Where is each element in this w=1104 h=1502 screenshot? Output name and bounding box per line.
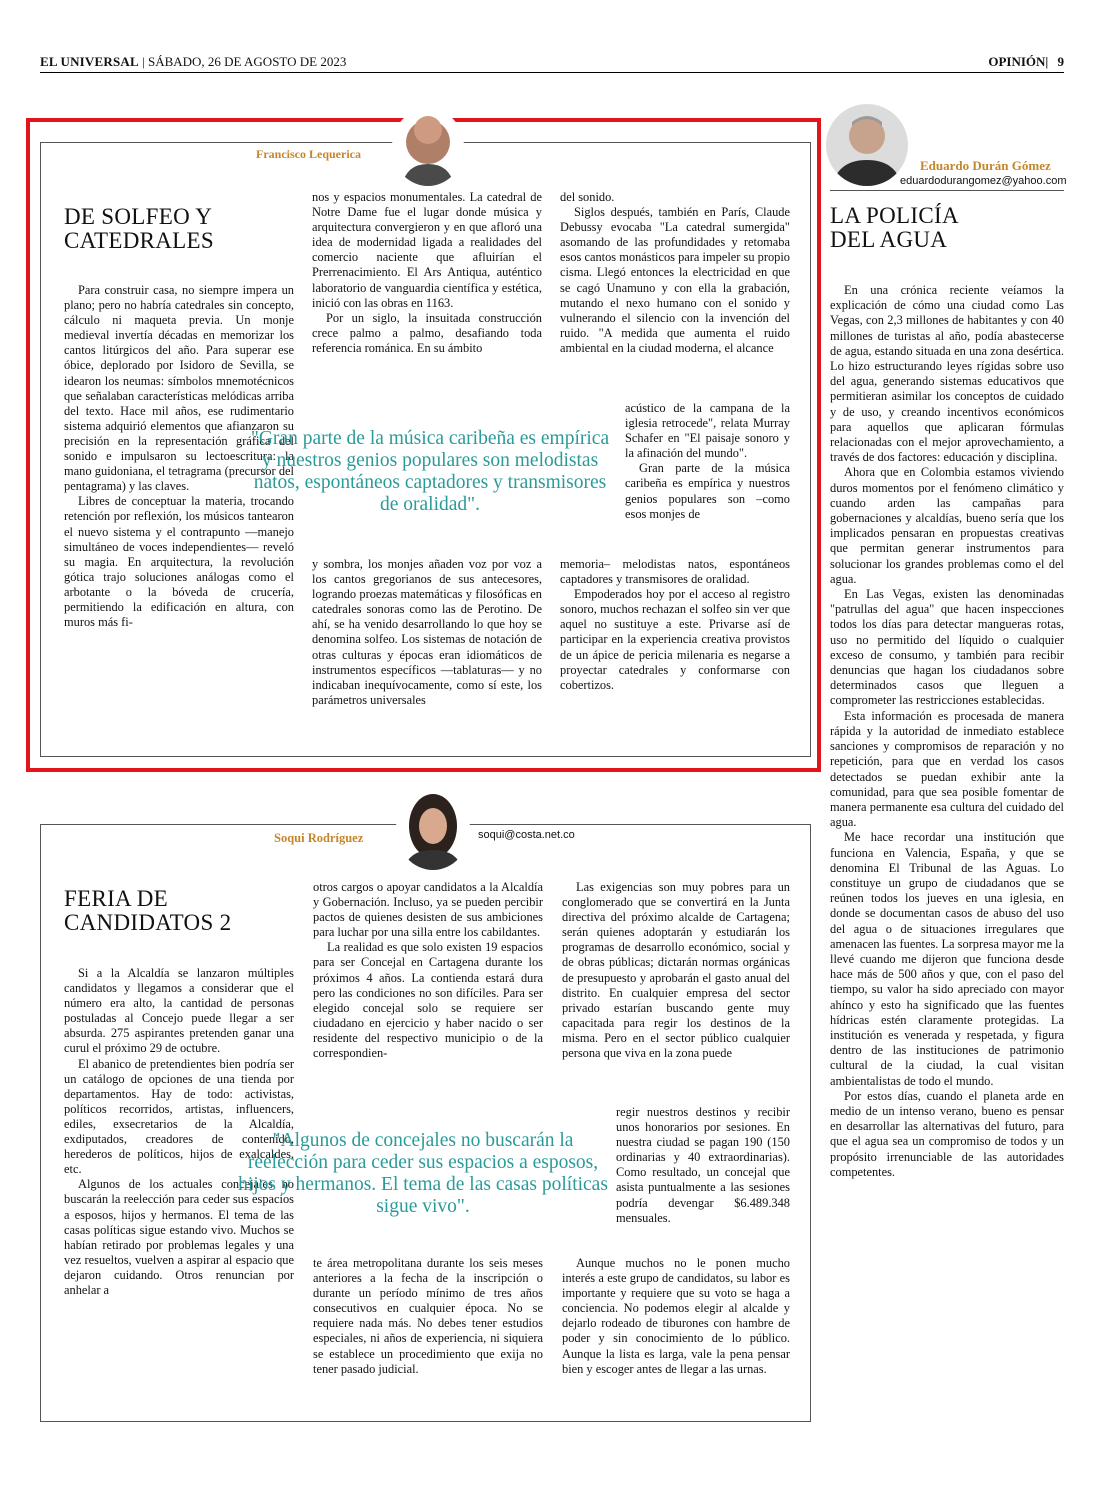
paragraph: Empoderados hoy por el acceso al registro sonoro, muchos rechazan el solfeo sin ver que aquel no sustituye a este. Privarse así de participar en la experiencia creativa provistos de un ápice de pericia milenaria es negarse a proyectar catedrales y conformarse con cobertizos. [560, 587, 790, 692]
paragraph: regir nuestros destinos y recibir unos honorarios por sesiones. En nuestra ciudad se pagan 190 (150 ordinarias y 40 extraordinarias). Como resultado, un concejal que asista puntualmente a las sesiones podría devengar $6.489.348 mensuales. [616, 1105, 790, 1225]
article2-col2-top [313, 880, 543, 1061]
article1-pullquote: "Gran parte de la música caribeña es empírica y nuestros genios populares son melodistas natos, espontáneos captadores y transmisores de oralidad". [250, 428, 610, 515]
article1-col3-top [560, 190, 790, 356]
paragraph: Aunque muchos no le ponen mucho interés a este grupo de candidatos, su labor es importante y requiere que su voto se haga a conciencia. No podemos elegir al alcalde y dejarlo rodeado de tiburones con hambre de poder y sin conocimiento de lo público. Aunque la lista es larga, vale la pena pensar bien y escoger antes de llegar a las urnas. [562, 1256, 790, 1376]
paragraph: En una crónica reciente veíamos la explicación de cómo una ciudad como Las Vegas, con 2,3 millones de habitantes y con 40 millones de turistas al año, podía abastecerse de agua, estando situada en una zona desértica. Lo hizo estructurando leyes rígidas sobre uso del agua, generando sistemas educativos que permitieran asimilar los conceptos de cuidado y de uso, y creando incentivos económicos para aquellos que aplicaran fórmulas relacionadas con el mejor aprovechamiento, a través de dos factores: educación y disciplina. [830, 283, 1064, 465]
page-header [988, 54, 1064, 70]
paragraph: El abanico de pretendientes bien podría ser un catálogo de opciones de una tienda por departamentos. Hay de todo: activistas, políticos recorridos, artistas, influencers, ediles, exsecretarios de la Alcaldía, exdiputados, creadores de contenido, herederos de políticos, hijos de exalcaldes, etc. [64, 1056, 294, 1177]
page-number: 9 [1057, 54, 1064, 69]
article2-email: soqui@costa.net.co [474, 829, 579, 841]
paragraph: del sonido. [560, 190, 615, 204]
headline-line: CANDIDATOS 2 [64, 910, 232, 935]
author-photo-rodriguez [396, 788, 470, 870]
article2-col3-mid [616, 1105, 790, 1226]
newspaper-name: EL UNIVERSAL [40, 54, 139, 69]
paragraph: memoria– melodistas natos, espontáneos captadores y transmisores de oralidad. [560, 557, 790, 587]
paragraph: En Las Vegas, existen las denominadas "patrullas del agua" que hacen inspecciones todos los días para detectar mangueras rotas, uso no permitido del líquido o cualquier exceso de consumo, y también para recibir denuncias que hagan los ciudadanos sobre determinados casos que lleguen a comprometer las restricciones establecidas. [830, 587, 1064, 708]
article1-author: Francisco Lequerica [252, 147, 365, 162]
paragraph: Siglos después, también en París, Claude Debussy evocaba "La catedral sumergida" asomando de las profundidades y retomaba esos cantos monásticos para impeler su propio cisma. Llegó entonces la electricidad en que se cagó Unamuno y con ella la grabación, mutando el nexo humano con el sonido y vulnerando el silencio con la invención del ruido. "A medida que aumenta el ruido ambiental en la ciudad moderna, el alcance [560, 205, 790, 355]
masthead [40, 54, 346, 70]
paragraph: y sombra, los monjes añaden voz por voz a los cantos gregorianos de sus antecesores, logrando proezas matemáticas y filosóficas en catedrales sonoras como las de Perotino. De ahí, se ha venido desarrollando lo que hoy se denomina solfeo. Los sistemas de notación de otras culturas y épocas eran idiomáticos de instrumentos específicos —tablaturas— y no indicaban inequívocamente, como sí este, los parámetros universales [312, 557, 542, 707]
author-photo-duran [826, 104, 908, 186]
headline-line: LA POLICÍA [830, 203, 959, 228]
paragraph: acústico de la campana de la iglesia retrocede", relata Murray Schafer en "El paisaje sonoro y la afinación del mundo". [625, 401, 790, 461]
article2-col3-top [562, 880, 790, 1061]
article2-author: Soqui Rodríguez [270, 831, 367, 846]
paragraph: Libres de conceptuar la materia, trocando retención por reflexión, los músicos tantearon el nuevo sistema y el contrapunto —manejo simultáneo de voces independientes— reveló su magia. En arquitectura, la revolución gótica trajo soluciones análogas como el arbotante o la bóveda de crucería, permitiendo la edificación en altura, con muros más fi- [64, 494, 294, 630]
article3-headline [830, 204, 959, 252]
paragraph: Para construir casa, no siempre impera un plano; pero no habría catedrales sin concepto, cálculo ni maqueta previa. Un monje medieval invertía décadas en memorizar los cantos litúrgicos del año. Para superar ese óbice, deplorado por Isidoro de Sevilla, se idearon los neumas: símbolos mnemotécnicos que señalaban características melódicas arriba del texto. Hace mil años, ese rudimentario sistema adquirió elementos que afianzaron su precisión en la representación gráfica del sonido e impulsaron su lectoescritura: la mano guidoniana, el tetragrama (precursor del pentagrama) y las claves. [64, 283, 294, 494]
article3-author: Eduardo Durán Gómez [920, 158, 1051, 173]
paragraph: Por un siglo, la insuitada construcción crece palmo a palmo, desafiando toda referencia románica. En su ámbito [312, 310, 542, 355]
paragraph: Me hace recordar una institución que funciona en Valencia, España, y que se denomina El Tribunal de las Aguas. Lo constituye un grupo de ciudadanos que se reúnen todos los jueves en una iglesia, en donde se documentan casos de abuso del uso del agua o de situaciones irregulares que amenacen las fuentes. La sorpresa mayor me la llevé cuando me dijeron que funciona desde hace más de 500 años y que, con el paso del tiempo, su valor ha sido apreciado con mayor ahínco y esto ha significado que las fuentes hídricas estén claramente protegidas. La institución es venerada y respetada, y figura dentro de las instituciones de patrimonio cultural de la ciudad, la cual visitan ambientalistas de todo el mundo. [830, 830, 1064, 1088]
article1-headline [64, 205, 214, 253]
paragraph: Gran parte de la música caribeña es empírica y nuestros genios populares son –como esos monjes de [625, 461, 790, 521]
section-name: OPINIÓN| [988, 54, 1049, 69]
article2-pullquote: "Algunos de concejales no buscarán la reelección para ceder sus espacios a esposos, hijos y hermanos. El tema de las casas políticas sigue vivo". [238, 1130, 608, 1217]
article2-col3-bottom [562, 1256, 790, 1377]
article1-col2-top [312, 190, 542, 356]
article3-rule [830, 190, 1064, 191]
paragraph: te área metropolitana durante los seis meses anteriores a la fecha de la inscripción o durante un período mínimo de tres años consecutivos en cualquier época. No se requiere nada más. No debes tener estudios especiales, ni años de experiencia, ni siquiera se establece un procedimiento que exija no tener pasado judicial. [313, 1256, 543, 1376]
header-rule [40, 72, 1064, 73]
author-photo-lequerica [392, 108, 464, 186]
paragraph: Si a la Alcaldía se lanzaron múltiples candidatos y llegamos a considerar que el número era alto, la cantidad de personas postuladas al Concejo puede llegar a ser absurda. 275 aspirantes pretenden ganar una curul el próximo 29 de octubre. [64, 966, 294, 1056]
paragraph: nos y espacios monumentales. La catedral de Notre Dame fue el lugar donde música y arquitectura convergieron y en que afloró una idea de modernidad ligada a realidades del comercio naciente que afluirían el Prerrenacimiento. El Ars Antiqua, auténtico laboratorio de vanguardia científica y estética, inició con las obras en 1163. [312, 190, 542, 310]
headline-line: DE SOLFEO Y [64, 204, 213, 229]
article2-headline [64, 887, 231, 935]
headline-line: CATEDRALES [64, 228, 214, 253]
paragraph: La realidad es que solo existen 19 espacios para ser Concejal en Cartagena durante los próximos 4 años. La contienda estará dura pero las condiciones no son difíciles. Para ser elegido concejal solo se requiere ser ciudadano en ejercicio y haber nacido o ser residente del respectivo municipio o de la correspondien- [313, 940, 543, 1061]
article2-col2-bottom [313, 1256, 543, 1377]
issue-date: | SÁBADO, 26 DE AGOSTO DE 2023 [142, 54, 347, 69]
headline-line: DEL AGUA [830, 227, 948, 252]
article3-email: eduardodurangomez@yahoo.com [900, 175, 1067, 187]
paragraph: Las exigencias son muy pobres para un conglomerado que se convertirá en la Junta directiva del próximo alcalde de Cartagena; serán quienes adoptarán y estudiarán los programas de desarrollo económico, social y de obras públicas; dictarán normas orgánicas de presupuesto y aprobarán el gasto anual del distrito. En cualquier empresa del sector privado estarían buscando gente muy capacitada para regir los destinos de la misma. Pero en el sector público cualquier persona que viva en la zona puede [562, 880, 790, 1061]
headline-line: FERIA DE [64, 886, 168, 911]
article1-col2-bottom [312, 557, 542, 708]
paragraph: otros cargos o apoyar candidatos a la Alcaldía y Gobernación. Incluso, ya se pueden percibir pactos de quienes desisten de sus ambiciones para luchar por una silla entre los cabildantes. [313, 880, 543, 940]
article1-col3-mid [625, 401, 790, 522]
article1-col3-bottom [560, 557, 790, 693]
paragraph: Algunos de los actuales concejales no buscarán la reelección para ceder sus espacios a esposos, hijos y hermanos. El tema de las casas políticas sigue estando vivo. Muchos se habían retirado por problemas legales y una vez resueltos, vuelven a aspirar al espacio que dejaron cuidando. Otros renuncian por anhelar a [64, 1177, 294, 1297]
paragraph: Ahora que en Colombia estamos viviendo duros momentos por el fenómeno climático y cuando arden las campañas para gobernaciones y alcaldías, bueno sería que los implicados pensaran en propuestas creativas que permitan generar instrumentos para solucionar los grandes problemas como el del agua. [830, 465, 1064, 586]
paragraph: Esta información es procesada de manera rápida y la autoridad de inmediato establece sanciones y compromisos de reparación y no repetición, para que en verdad los casos detectados se puedan exhibir ante la comunidad, para que sea posible fomentar de manera permanente esa cultura del cuidado del agua. [830, 708, 1064, 830]
article3-body [830, 283, 1064, 1180]
paragraph: Por estos días, cuando el planeta arde en medio de un intenso verano, bueno es pensar en desarrollar las alternativas del futuro, para que el agua sea un compromiso de todos y un propósito irrenunciable de las autoridades competentes. [830, 1088, 1064, 1179]
